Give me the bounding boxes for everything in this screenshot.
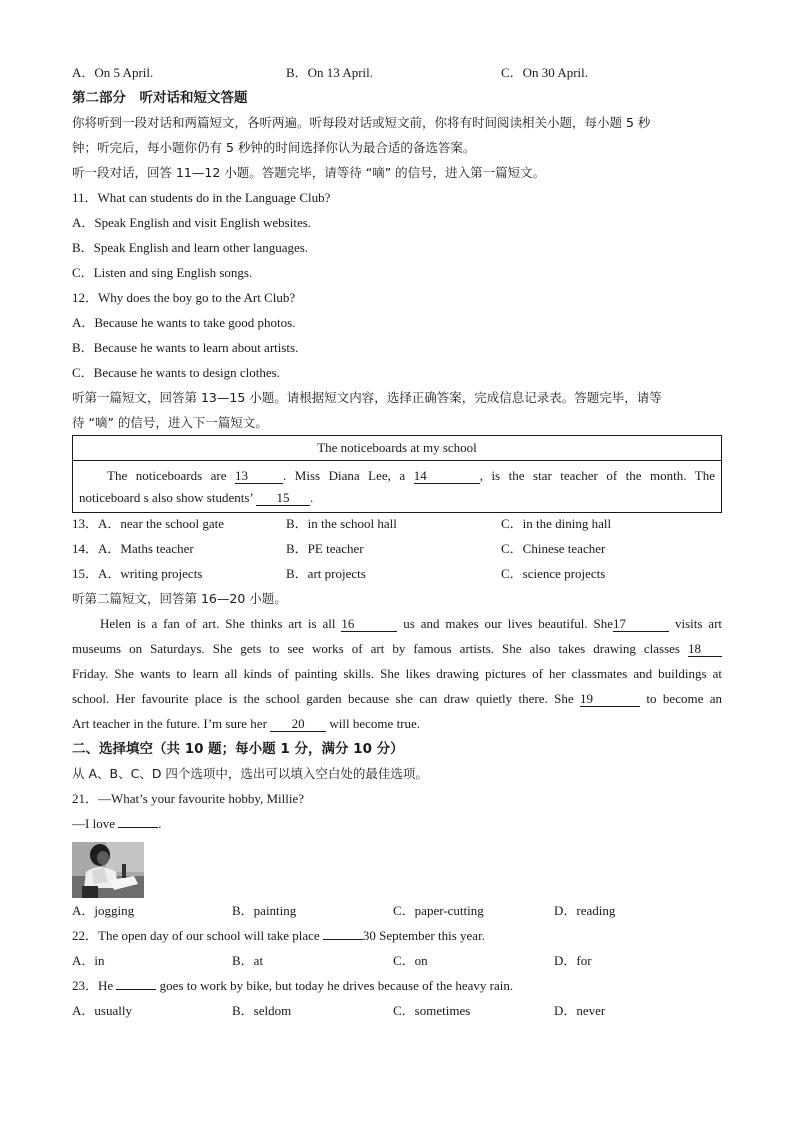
painting-girl-image (72, 842, 144, 898)
q11-option-b: B．Speak English and learn other languages. (72, 240, 309, 255)
table-body (73, 461, 722, 513)
q14-option-b: B．PE teacher (286, 541, 364, 556)
q11-stem: 11．What can students do in the Language Club? (72, 190, 331, 205)
q12-option-a: A．Because he wants to take good photos. (72, 315, 296, 330)
q21-reply: —I love . (72, 816, 162, 831)
q21-blank (118, 827, 158, 828)
q13-option-b: B．in the school hall (286, 516, 397, 531)
passage2-line1: Helen is a fan of art. She thinks art is all 16 us and makes our lives beautiful. She17 visits art (100, 616, 723, 631)
passage2-line3: Friday. She wants to learn all kinds of painting skills. She likes drawing pictures of her classmates and buildings at (72, 666, 722, 681)
q23-option-b: B．seldom (232, 1003, 292, 1018)
dialog-instruction: 听一段对话，回答 11—12 小题。答题完毕，请等待 “嘀” 的信号，进入第一篇短文。 (72, 165, 546, 180)
blank-18: 18 (688, 641, 722, 657)
q13-row: 13．A．near the school gate (72, 516, 224, 531)
table-header: The noticeboards at my school (73, 436, 722, 461)
q23-option-a: A．usually (72, 1003, 132, 1018)
q15-row: 15．A．writing projects (72, 566, 203, 581)
passage2-instruction: 听第二篇短文，回答第 16—20 小题。 (72, 591, 287, 606)
q12-option-c: C．Because he wants to design clothes. (72, 365, 280, 380)
q23-option-d: D．never (554, 1003, 606, 1018)
section2-title: 二、选择填空（共 10 题；每小题 1 分，满分 10 分） (72, 741, 404, 757)
q22-stem: 22．The open day of our school will take place 30 September this year. (72, 928, 485, 943)
q11-option-c: C．Listen and sing English songs. (72, 265, 253, 280)
q10-option-b: B．On 13 April. (286, 65, 374, 80)
q22-option-c: C．on (393, 953, 428, 968)
blank-14: 14 (414, 468, 480, 484)
part2-intro-line1: 你将听到一段对话和两篇短文，各听两遍。听每段对话或短文前，你将有时间阅读相关小题，每小题 5 秒 (72, 115, 651, 130)
noticeboard-table (72, 435, 722, 513)
q22-option-d: D．for (554, 953, 592, 968)
blank-15: 15 (256, 490, 310, 506)
q10-option-c: C．On 30 April. (501, 65, 589, 80)
q13-option-c: C．in the dining hall (501, 516, 612, 531)
q12-option-b: B．Because he wants to learn about artists. (72, 340, 299, 355)
section2-instruction: 从 A、B、C、D 四个选项中，选出可以填入空白处的最佳选项。 (72, 766, 428, 781)
q14-option-c: C．Chinese teacher (501, 541, 606, 556)
q11-option-a: A．Speak English and visit English websites. (72, 215, 312, 230)
table-body-line1: The noticeboards are 13 . Miss Diana Lee, a 14 , is the star teacher of the month. The (107, 468, 716, 483)
q10-option-a: A．On 5 April. (72, 65, 154, 80)
q23-stem: 23．He goes to work by bike, but today he drives because of the heavy rain. (72, 978, 514, 993)
passage1-instruction-line2: 待 “嘀” 的信号，进入下一篇短文。 (72, 415, 268, 430)
q23-option-c: C．sometimes (393, 1003, 471, 1018)
part2-title: 第二部分 听对话和短文答题 (72, 90, 248, 106)
q22-option-a: A．in (72, 953, 105, 968)
q22-option-b: B．at (232, 953, 264, 968)
passage1-instruction-line1: 听第一篇短文，回答第 13—15 小题。请根据短文内容，选择正确答案，完成信息记录表。答题完毕，请等 (72, 390, 662, 405)
q21-option-a: A．jogging (72, 903, 135, 918)
q15-option-c: C．science projects (501, 566, 606, 581)
q23-blank (116, 989, 156, 990)
blank-20: 20 (270, 716, 326, 732)
q22-blank (323, 939, 363, 940)
q21-option-b: B．painting (232, 903, 297, 918)
passage2-line2: museums on Saturdays. She gets to see works of art by famous artists. She also takes drawing classes 18 (72, 640, 722, 658)
passage2-line5: Art teacher in the future. I’m sure her 20 will become true. (72, 716, 421, 731)
q21-option-d: D．reading (554, 903, 616, 918)
q21-stem: 21．—What’s your favourite hobby, Millie? (72, 791, 305, 806)
blank-16: 16 (341, 616, 397, 632)
part2-intro-line2: 钟；听完后，每小题你仍有 5 秒钟的时间选择你认为最合适的备选答案。 (72, 140, 476, 155)
blank-17: 17 (613, 616, 669, 632)
blank-13: 13 (235, 468, 283, 484)
q14-row: 14．A．Maths teacher (72, 541, 194, 556)
q15-option-b: B．art projects (286, 566, 366, 581)
q12-stem: 12．Why does the boy go to the Art Club? (72, 290, 296, 305)
table-body-line2: noticeboard s also show students’ 15 . (79, 490, 314, 505)
q21-option-c: C．paper-cutting (393, 903, 484, 918)
passage2-line4: school. Her favourite place is the school garden because she can draw quietly there. She 19 to become an (72, 691, 722, 706)
blank-19: 19 (580, 691, 640, 707)
